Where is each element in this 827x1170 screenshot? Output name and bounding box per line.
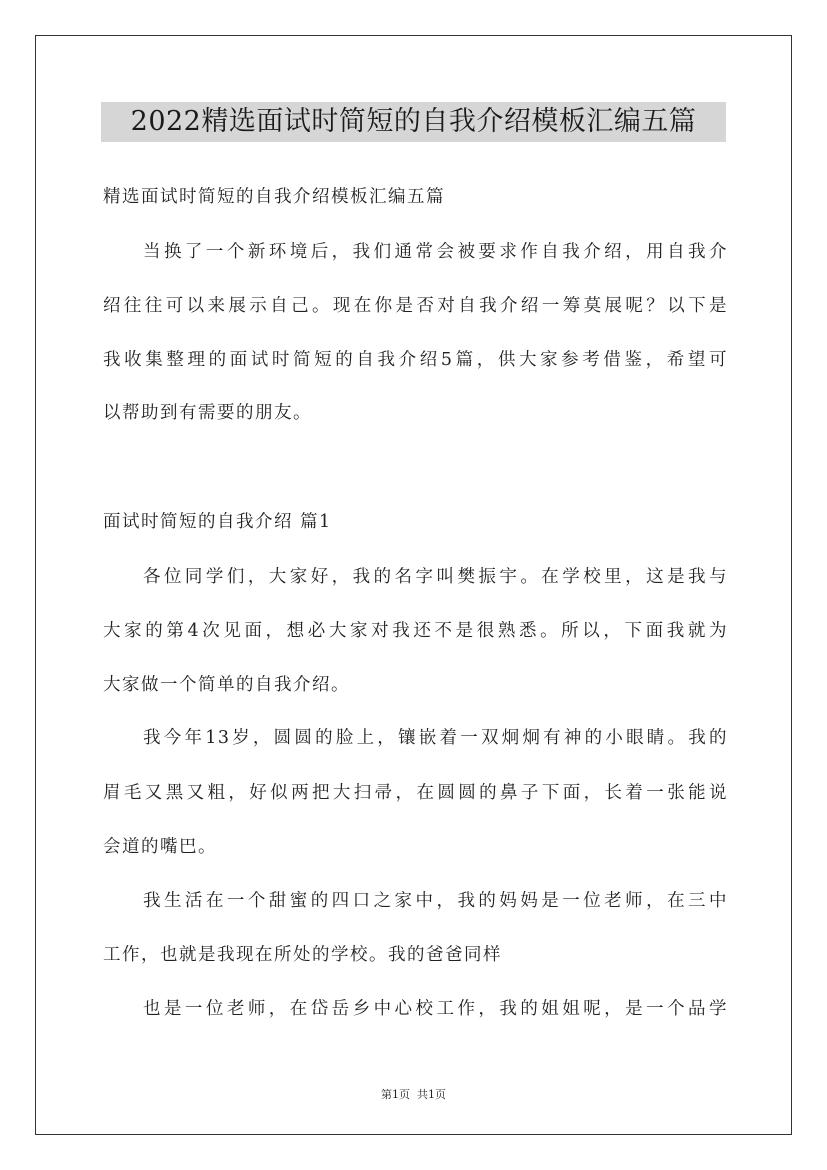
paragraph-line: 会道的嘴巴。 xyxy=(103,837,217,857)
paragraph-line: 大家做一个简单的自我介绍。 xyxy=(103,675,350,695)
paragraph-line: 我生活在一个甜蜜的四口之家中，我的妈妈是一位老师，在三中 xyxy=(143,891,728,911)
section-heading: 面试时简短的自我介绍 篇1 xyxy=(103,512,332,532)
paragraph-line: 也是一位老师，在岱岳乡中心校工作，我的姐姐呢，是一个品学 xyxy=(143,999,728,1019)
paragraph-line: 绍往往可以来展示自己。现在你是否对自我介绍一筹莫展呢？以下是 xyxy=(103,296,728,316)
document-title: 2022精选面试时简短的自我介绍模板汇编五篇 xyxy=(101,102,726,142)
paragraph-line: 以帮助到有需要的朋友。 xyxy=(103,403,312,423)
paragraph-line: 当换了一个新环境后，我们通常会被要求作自我介绍，用自我介 xyxy=(143,242,728,262)
page-footer: 第1页 共1页 xyxy=(381,1088,446,1101)
paragraph-line: 我今年13岁，圆圆的脸上，镶嵌着一双炯炯有神的小眼睛。我的 xyxy=(143,728,728,748)
paragraph-line: 眉毛又黑又粗，好似两把大扫帚，在圆圆的鼻子下面，长着一张能说 xyxy=(103,783,728,803)
subtitle: 精选面试时简短的自我介绍模板汇编五篇 xyxy=(103,187,445,207)
paragraph-line: 我收集整理的面试时简短的自我介绍5篇，供大家参考借鉴，希望可 xyxy=(103,350,728,370)
paragraph-line: 大家的第4次见面，想必大家对我还不是很熟悉。所以，下面我就为 xyxy=(103,621,728,641)
paragraph-line: 各位同学们，大家好，我的名字叫樊振宇。在学校里，这是我与 xyxy=(143,567,728,587)
paragraph-line: 工作，也就是我现在所处的学校。我的爸爸同样 xyxy=(103,945,502,965)
